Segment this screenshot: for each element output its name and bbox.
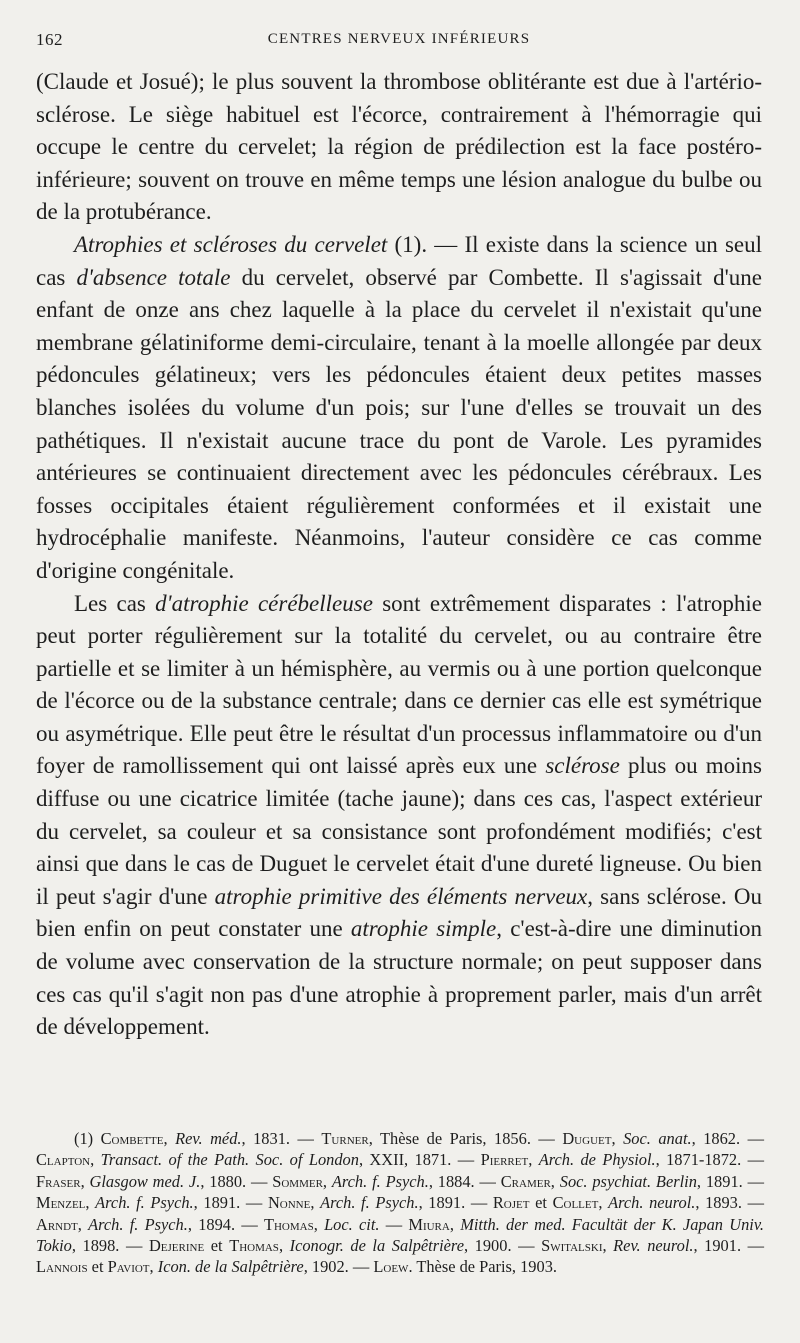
author-name: Dejerine bbox=[148, 1236, 205, 1256]
footnote-text: , 1898. — bbox=[71, 1236, 149, 1256]
footnote-text: , 1884. — bbox=[428, 1171, 501, 1191]
author-name: Loew bbox=[373, 1257, 409, 1277]
footnote-text: , 1891. — bbox=[696, 1171, 764, 1191]
journal-title: Arch. f. Psych. bbox=[95, 1193, 194, 1213]
footnote-text: , Thèse de Paris, 1856. — bbox=[368, 1129, 563, 1148]
footnote-text: , bbox=[80, 1171, 90, 1191]
footnote-text: et bbox=[87, 1257, 108, 1277]
running-title: CENTRES NERVEUX INFÉRIEURS bbox=[267, 31, 531, 47]
paragraph-3-emphasis: atrophie primitive des éléments nerveux bbox=[214, 883, 588, 909]
footnote-text: , bbox=[550, 1171, 560, 1191]
footnote-text: , 1871-1872. — bbox=[655, 1150, 765, 1170]
footnote-text: et bbox=[204, 1236, 230, 1256]
paragraph-2 bbox=[36, 229, 762, 588]
footnote-text: . Thèse de Paris, 1903. bbox=[408, 1257, 557, 1277]
author-name: Thomas bbox=[229, 1236, 279, 1256]
journal-title: Iconogr. de la Salpêtrière bbox=[289, 1236, 464, 1256]
journal-title: Soc. psychiat. Berlin bbox=[559, 1171, 697, 1191]
footnote-text: , bbox=[149, 1257, 158, 1277]
journal-title: Arch. neurol. bbox=[608, 1193, 696, 1213]
footnote-text: , bbox=[85, 1193, 96, 1213]
footnote-text: , 1894. — bbox=[187, 1214, 264, 1234]
journal-title: Rev. méd. bbox=[175, 1129, 242, 1148]
footnote-text: et bbox=[529, 1193, 553, 1213]
author-name: Fraser bbox=[36, 1171, 81, 1191]
page-number: 162 bbox=[36, 30, 63, 49]
footnote-1 bbox=[36, 1128, 764, 1278]
paragraph-3 bbox=[36, 588, 762, 1044]
footnote-text: , 1900. — bbox=[463, 1236, 542, 1256]
author-name: Thomas bbox=[263, 1214, 314, 1234]
footnote-marker: (1) bbox=[74, 1129, 101, 1148]
footnote-text: , bbox=[313, 1214, 325, 1234]
author-name: Cramer bbox=[500, 1171, 551, 1191]
footnote-text: , bbox=[449, 1214, 461, 1234]
footnote-text: — bbox=[379, 1214, 409, 1234]
footnote-text: , bbox=[611, 1129, 624, 1148]
footnote-text: , bbox=[528, 1150, 539, 1170]
paragraph-3-emphasis: sclérose bbox=[545, 753, 620, 779]
footnote-text: , 1831. — bbox=[241, 1129, 322, 1148]
journal-title: Arch. f. Psych. bbox=[331, 1171, 429, 1191]
journal-title: Arch. de Physiol. bbox=[538, 1150, 656, 1170]
paragraph-3-emphasis: d'atrophie cérébelleuse bbox=[155, 590, 373, 616]
author-name: Pierret bbox=[480, 1150, 529, 1170]
journal-title: Rev. neurol. bbox=[613, 1236, 694, 1256]
author-name: Lannois bbox=[36, 1257, 88, 1277]
footnote-text: , 1902. — bbox=[303, 1257, 374, 1277]
footnote-text: , 1880. — bbox=[200, 1171, 273, 1191]
footnote-text: , bbox=[602, 1236, 614, 1256]
journal-title: Glasgow med. J. bbox=[89, 1171, 201, 1191]
author-name: Collet bbox=[552, 1193, 599, 1213]
author-name: Rojet bbox=[492, 1193, 530, 1213]
journal-title: Mitth. der med. Facultät der K. Japan Univ. Tokio bbox=[36, 1214, 764, 1256]
journal-title: Arch. f. Psych. bbox=[88, 1214, 188, 1234]
author-name: Nonne bbox=[267, 1193, 311, 1213]
footnote-text: , bbox=[598, 1193, 609, 1213]
author-name: Combette bbox=[100, 1129, 164, 1148]
footnote-text: , bbox=[163, 1129, 176, 1148]
section-heading: Atrophies et scléroses du cervelet bbox=[74, 231, 388, 257]
author-name: Menzel bbox=[36, 1193, 86, 1213]
footnote-text: , bbox=[90, 1150, 101, 1170]
journal-title: Soc. anat. bbox=[623, 1129, 692, 1148]
footnote-text: , 1893. — bbox=[695, 1193, 764, 1213]
footnote-text: , bbox=[322, 1171, 332, 1191]
paragraph-3-emphasis: atrophie simple bbox=[350, 916, 497, 942]
paragraph-3-text: Les cas bbox=[74, 590, 156, 616]
journal-title: Transact. of the Path. Soc. of London bbox=[100, 1150, 359, 1170]
paragraph-3-text: plus ou moins diffuse ou une cicatrice limitée (tache jaune); dans ces cas, l'aspect extérieur du cervelet, sa couleur et sa consistance sont profondément modifiés; c'est ainsi que dans le cas de Duguet le cervelet était d'une dureté ligneuse. Ou bien il peut s'agir d'une bbox=[36, 753, 762, 909]
author-name: Sommer bbox=[272, 1171, 323, 1191]
author-name: Clapton bbox=[36, 1150, 91, 1170]
paragraph-1: (Claude et Josué); le plus souvent la thrombose oblitérante est due à l'artério-sclérose. Le siège habituel est l'écorce, contrairement à l'hémorragie qui occupe le centre du cervelet; la région de prédilection est la face postéro-inférieure; souvent on trouve en même temps une lésion analogue du bulbe ou de la protubérance. bbox=[36, 69, 762, 225]
main-text bbox=[36, 66, 762, 1044]
author-name: Paviot bbox=[107, 1257, 150, 1277]
footnote-text: , bbox=[310, 1193, 321, 1213]
footnote-text: , XXII, 1871. — bbox=[358, 1150, 481, 1170]
footnotes bbox=[36, 1128, 764, 1278]
paragraph-2-ref: (1). — Il existe dans la science un seul cas bbox=[36, 231, 762, 290]
author-name: Turner bbox=[321, 1129, 369, 1148]
journal-title: Icon. de la Salpêtrière bbox=[157, 1257, 304, 1277]
paragraph-3-text: , sans sclérose. Ou bien enfin on peut constater une bbox=[36, 883, 762, 942]
paragraph-2-text: du cervelet, observé par Combette. Il s'agissait d'une enfant de onze ans chez laquelle à la place du cervelet il n'existait qu'une membrane gélatiniforme demi-circulaire, tenant à la moelle allongée par deux pédoncules gélatineux; vers les pédoncules étaient deux petites masses blanches isolées du volume d'un pois; sur l'une d'elles se trouvait un des pathétiques. Il n'existait aucune trace du pont de Varole. Les pyramides antérieures se continuaient directement avec les pédoncules cérébraux. Les fosses occipitales étaient régulièrement conformées et il existait une hydrocéphalie manifeste. Néanmoins, l'auteur considère ce cas comme d'origine congénitale. bbox=[36, 264, 762, 583]
footnote-text: , 1891. — bbox=[193, 1193, 268, 1213]
paragraph-3-text: sont extrêmement disparates : l'atrophie peut porter régulièrement sur la totalité du cervelet, ou au contraire être partielle et se limiter à un hémisphère, au vermis ou à une portion quelconque de l'écorce ou de la substance centrale; dans ce dernier cas elle est symétrique ou asymétrique. Elle peut être le résultat d'un processus inflammatoire ou d'un foyer de ramollissement qui ont laissé après eux une bbox=[36, 590, 763, 779]
footnote-text: , 1862. — bbox=[691, 1129, 764, 1148]
page-header bbox=[36, 30, 762, 54]
journal-title: Arch. f. Psych. bbox=[320, 1193, 419, 1213]
footnote-text: , 1891. — bbox=[418, 1193, 493, 1213]
author-name: Arndt bbox=[36, 1214, 78, 1234]
paragraph-3-text: , c'est-à-dire une diminution de volume avec conservation de la structure normale; on peut supposer dans ces cas qu'il s'agit non pas d'une atrophie à proprement parler, mais d'un arrêt de développement. bbox=[36, 916, 762, 1040]
paragraph-2-emphasis: d'absence totale bbox=[76, 264, 231, 290]
footnote-text: , 1901. — bbox=[693, 1236, 765, 1256]
footnote-text: , bbox=[77, 1214, 89, 1234]
author-name: Switalski bbox=[541, 1236, 603, 1256]
journal-title: Loc. cit. bbox=[324, 1214, 380, 1234]
author-name: Duguet bbox=[562, 1129, 612, 1148]
footnote-text: , bbox=[278, 1236, 290, 1256]
author-name: Miura bbox=[408, 1214, 450, 1234]
